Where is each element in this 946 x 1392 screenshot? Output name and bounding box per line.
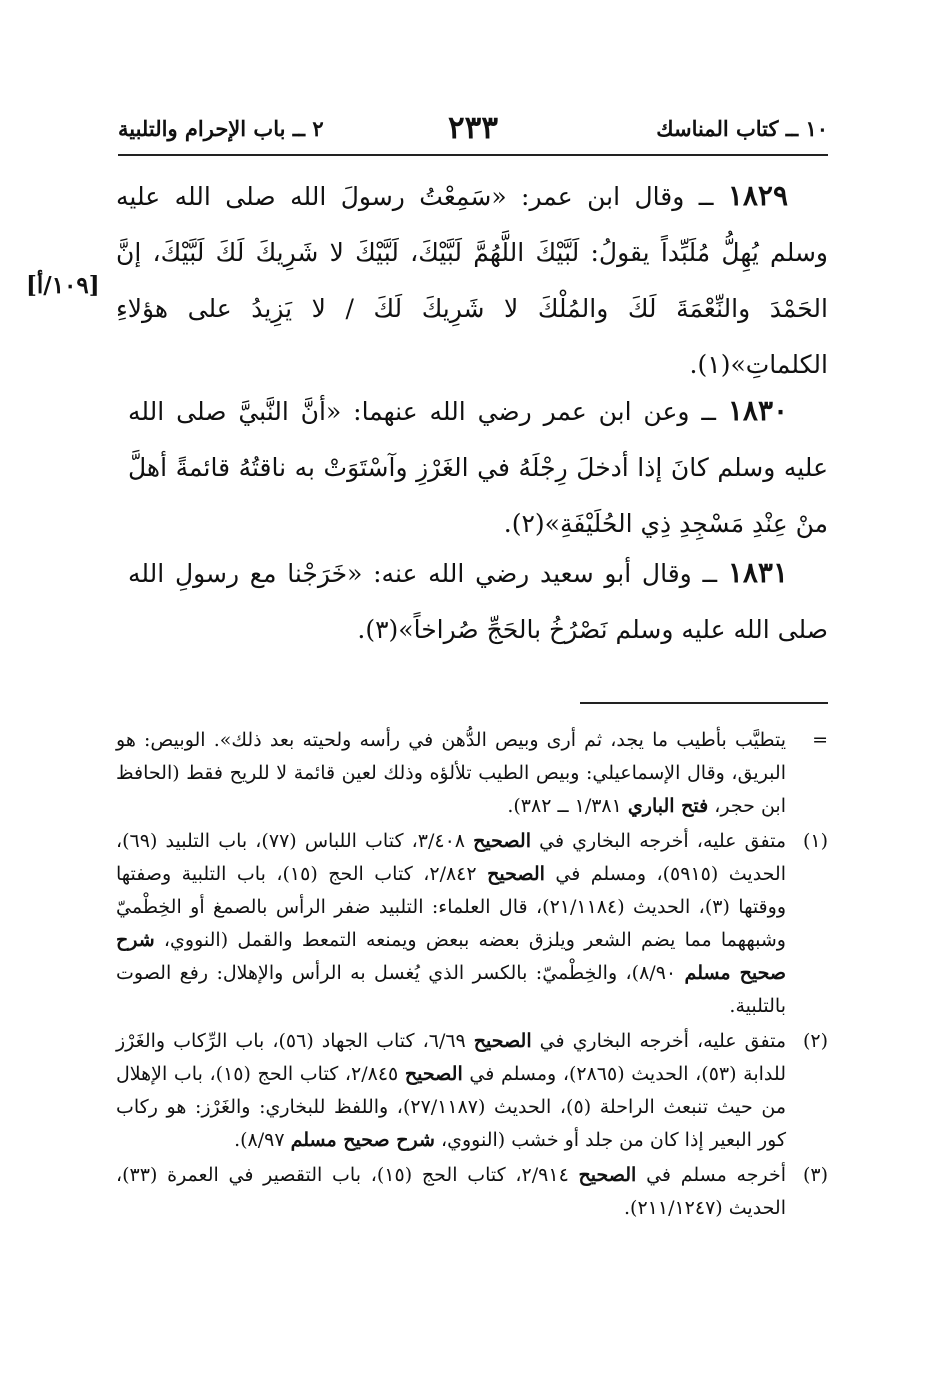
- footnote-text: ٨/٩٠)، والخِطْميّ: بالكسر الذي يُغسل به الرأس والإهلال: رفع الصوت بالتلبية.: [116, 962, 786, 1017]
- footnote-text: يتطيَّب بأطيب ما يجد، ثم أرى وبيص الدُّهن في رأسه ولحيته بعد ذلك». الوبيص: هو البريق، وقال الإسماعيلي: وبيص الطيب تلألؤه وذلك لعين قائمة لا للريح فقط (الحافظ ابن حجر،: [116, 729, 786, 817]
- footnote-text: ٢/٨٤٢، كتاب الحج (١٥)، باب التلبية وصفتها ووقتها (٣)، الحديث (٢١/١١٨٤)، قال العلماء: التلبيد ضفر الرأس بالصمغ أو الخِطْميّ وشبههما مما يضم الشعر ويلزق بعضه ببعض ويمنعه التمعط والقمل (النووي،: [116, 863, 786, 951]
- footnote: [116, 1159, 828, 1225]
- footnote-text: ٨/٩٧).: [234, 1129, 291, 1151]
- footnote: [116, 825, 828, 1023]
- hadith-number: ١٨٣١: [727, 556, 788, 589]
- footnotes: [116, 724, 828, 1227]
- hadith-text: وعن ابن عمر رضي الله عنهما: «أنَّ النَّبيَّ صلى الله عليه وسلم كانَ إذا أدخلَ رِجْلَهُ في الغَرْزِ وآسْتَوَتْ به ناقتُهُ قائمةً أهلَّ منْ عِنْدِ مَسْجِدِ ذِي الحُلَيْفَةِ»(٢).: [128, 397, 828, 538]
- hadith-1830: [128, 383, 828, 552]
- footnote-text: ٢/٨٤٥، كتاب الحج (١٥)، باب الإهلال من حيث تنبعث الراحلة (٥)، الحديث (٢٧/١١٨٧)، واللفظ للبخاري: والغَرْز: هو ركاب كور البعير إذا كان من جلد أو خشب (النووي،: [116, 1063, 786, 1151]
- footnote-text: ١/٣٨١ ــ ٣٨٢).: [507, 795, 628, 817]
- section-title: ٢ ــ باب الإحرام والتلبية: [118, 116, 324, 141]
- footnote-text: متفق عليه، أخرجه البخاري في: [530, 830, 786, 852]
- hadith-text: وقال أبو سعيد رضي الله عنه: «خَرَجْنا مع رسولِ الله صلى الله عليه وسلم نَصْرُخُ بالحَجِّ صُراخاً»(٣).: [128, 559, 828, 644]
- hadith-text: وقال ابن عمر: «سَمِعْتُ رسولَ الله صلى الله عليه وسلم يُهِلُّ مُلَبِّداً يقولُ: لَبَّيْكَ اللَّهُمَّ لَبَّيْكَ، لَبَّيْكَ لا شَرِيكَ لَكَ لَبَّيْكَ، إنَّ الحَمْدَ والنِّعْمَةَ لَكَ والمُلْكَ لا شَرِيكَ لَكَ / لا يَزِيدُ على هؤلاءِ الكلماتِ»(١).: [116, 182, 828, 379]
- footnote-mark: (١): [802, 830, 828, 852]
- footnote-text: أخرجه مسلم في: [636, 1164, 786, 1186]
- footnote-mark: =: [812, 729, 828, 751]
- footnote-source-title: الصحيح: [404, 1063, 463, 1085]
- footnote-source-title: الصحيح: [473, 830, 531, 852]
- footnote-source-title: الصحيح: [487, 863, 545, 885]
- chapter-title: ١٠ ــ كتاب المناسك: [656, 116, 828, 141]
- manuscript-folio-note: [١٠٩/أ]: [26, 272, 100, 299]
- footnote-text: ٣/٤٠٨، كتاب اللباس (٧٧)، باب التلبيد (٦٩)، الحديث (٥٩١٥)، ومسلم في: [116, 830, 787, 885]
- footnote-source-title: فتح الباري: [627, 795, 709, 817]
- footnote-mark: (٣): [802, 1164, 828, 1186]
- dash: ــ: [689, 397, 728, 426]
- footnote-text: ٢/٩١٤، كتاب الحج (١٥)، باب التقصير في العمرة (٣٣)، الحديث (٢١١/١٢٤٧).: [116, 1164, 786, 1219]
- footnote-source-title: الصحيح: [473, 1030, 532, 1052]
- dash: ــ: [691, 559, 728, 588]
- hadith-number: ١٨٢٩: [727, 179, 788, 212]
- running-header: [118, 112, 828, 152]
- hadith-1829: [116, 168, 828, 393]
- footnote-source-title: شرح صحيح مسلم: [116, 929, 786, 984]
- hadith-1831: [128, 545, 828, 658]
- footnote-source-title: الصحيح: [578, 1164, 637, 1186]
- footnote: [116, 724, 828, 823]
- footnote-separator: [580, 702, 828, 704]
- page-number: ٢٣٣: [448, 110, 498, 146]
- footnote-text: ٦/٦٩، كتاب الجهاد (٥٦)، باب الرِّكاب والغَرْز للدابة (٥٣)، الحديث (٢٨٦٥)، ومسلم في: [116, 1030, 786, 1085]
- footnote-mark: (٢): [802, 1030, 828, 1052]
- dash: ــ: [684, 182, 728, 211]
- footnote-text: متفق عليه، أخرجه البخاري في: [531, 1030, 787, 1052]
- header-rule: [118, 154, 828, 156]
- hadith-number: ١٨٣٠: [727, 394, 789, 427]
- footnote-source-title: شرح صحيح مسلم: [290, 1129, 435, 1151]
- footnote: [116, 1025, 828, 1157]
